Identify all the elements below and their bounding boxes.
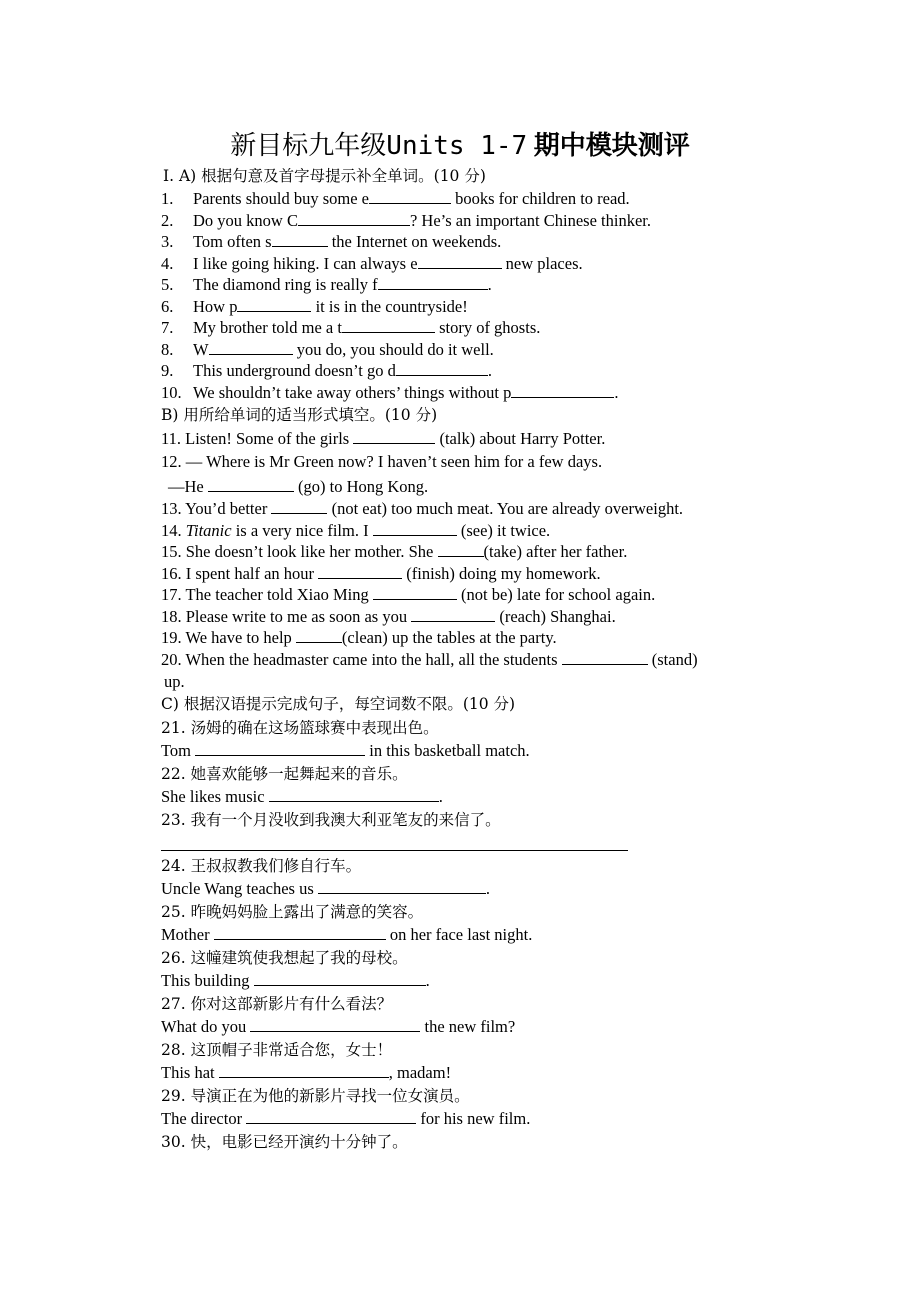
answer-blank[interactable] (342, 317, 435, 333)
answer-blank[interactable] (318, 563, 402, 579)
question-13: 13. You’d better (not eat) too much meat. You are already overweight. (161, 499, 684, 518)
answer-blank[interactable] (195, 740, 365, 756)
question-22-prompt: 22. 她喜欢能够一起舞起来的音乐。 (161, 765, 408, 783)
question-6: 6. How p it is in the countryside! (161, 297, 468, 316)
question-25-prompt: 25. 昨晚妈妈脸上露出了满意的笑容。 (161, 903, 424, 921)
question-19: 19. We have to help (clean) up the tables at the party. (161, 628, 557, 647)
question-26-prompt: 26. 这幢建筑使我想起了我的母校。 (161, 949, 408, 967)
answer-blank[interactable] (209, 339, 293, 355)
question-21: Tom in this basketball match. (161, 741, 530, 760)
answer-blank[interactable] (318, 878, 486, 894)
question-9: 9. This underground doesn’t go d . (161, 361, 492, 380)
answer-blank[interactable] (396, 360, 488, 376)
question-17: 17. The teacher told Xiao Ming (not be) late for school again. (161, 585, 656, 604)
answer-blank[interactable] (272, 231, 328, 247)
answer-blank[interactable] (254, 970, 426, 986)
question-12: 12. — Where is Mr Green now? I haven’t seen him for a few days. (161, 452, 603, 471)
question-14: 14. Titanic is a very nice film. I (see) it twice. (161, 521, 551, 540)
question-30-prompt: 30. 快，电影已经开演约十分钟了。 (161, 1133, 408, 1151)
answer-blank[interactable] (298, 210, 410, 226)
question-21-prompt: 21. 汤姆的确在这场篮球赛中表现出色。 (161, 719, 439, 737)
question-24: Uncle Wang teaches us . (161, 879, 491, 898)
question-20: 20. When the headmaster came into the hall, all the students (stand) (161, 650, 698, 669)
question-5: 5. The diamond ring is really f . (161, 275, 492, 294)
section-b-heading: B) 用所给单词的适当形式填空。(10 分) (161, 406, 438, 424)
answer-blank[interactable] (237, 296, 311, 312)
question-29: The director for his new film. (161, 1109, 531, 1128)
question-24-prompt: 24. 王叔叔教我们修自行车。 (161, 857, 362, 875)
page-title (0, 128, 920, 164)
question-25: Mother on her face last night. (161, 925, 533, 944)
answer-blank[interactable] (246, 1108, 416, 1124)
answer-blank[interactable] (269, 786, 439, 802)
question-22: She likes music . (161, 787, 443, 806)
question-28: This hat , madam! (161, 1063, 452, 1082)
answer-blank[interactable] (369, 188, 451, 204)
answer-blank[interactable] (562, 649, 648, 665)
title-units: Units 1-7 (386, 131, 528, 161)
question-12-answer: —He (go) to Hong Kong. (168, 477, 429, 496)
question-29-prompt: 29. 导演正在为他的新影片寻找一位女演员。 (161, 1087, 470, 1105)
question-8: 8. W you do, you should do it well. (161, 340, 494, 359)
answer-blank[interactable] (438, 541, 484, 557)
answer-blank[interactable] (208, 476, 294, 492)
answer-blank[interactable] (353, 428, 435, 444)
question-10: 10. We shouldn’t take away others’ things without p . (161, 383, 619, 402)
question-23-prompt: 23. 我有一个月没收到我澳大利亚笔友的来信了。 (161, 811, 501, 829)
question-16: 16. I spent half an hour (finish) doing my homework. (161, 564, 601, 583)
question-20-cont: up. (164, 672, 185, 691)
question-27-prompt: 27. 你对这部新影片有什么看法？ (161, 995, 393, 1013)
question-1: 1. Parents should buy some e books for children to read. (161, 189, 630, 208)
answer-blank[interactable] (271, 498, 327, 514)
answer-blank[interactable] (219, 1062, 389, 1078)
title-part3: 期中模块测评 (533, 131, 690, 161)
section-a-heading: Ⅰ. A) 根据句意及首字母提示补全单词。(10 分) (163, 167, 486, 185)
question-28-prompt: 28. 这顶帽子非常适合您，女士！ (161, 1041, 393, 1059)
answer-line[interactable] (161, 850, 628, 851)
answer-blank[interactable] (250, 1016, 420, 1032)
question-7: 7. My brother told me a t story of ghosts. (161, 318, 541, 337)
answer-blank[interactable] (214, 924, 386, 940)
question-15: 15. She doesn’t look like her mother. She (take) after her father. (161, 542, 628, 561)
question-4: 4. I like going hiking. I can always e new places. (161, 254, 583, 273)
answer-blank[interactable] (511, 382, 614, 398)
answer-blank[interactable] (378, 274, 488, 290)
question-27: What do you the new film? (161, 1017, 516, 1036)
section-c-heading: C) 根据汉语提示完成句子，每空词数不限。(10 分) (161, 695, 516, 713)
answer-blank[interactable] (296, 627, 342, 643)
film-title: Titanic (185, 521, 232, 540)
answer-blank[interactable] (373, 584, 457, 600)
answer-blank[interactable] (418, 253, 502, 269)
answer-blank[interactable] (373, 520, 457, 536)
question-3: 3. Tom often s the Internet on weekends. (161, 232, 502, 251)
answer-blank[interactable] (411, 606, 495, 622)
question-2: 2. Do you know C ? He’s an important Chinese thinker. (161, 211, 651, 230)
question-18: 18. Please write to me as soon as you (reach) Shanghai. (161, 607, 616, 626)
title-part1: 新目标九年级 (230, 131, 387, 161)
question-11: 11. Listen! Some of the girls (talk) about Harry Potter. (161, 429, 606, 448)
question-26: This building . (161, 971, 430, 990)
